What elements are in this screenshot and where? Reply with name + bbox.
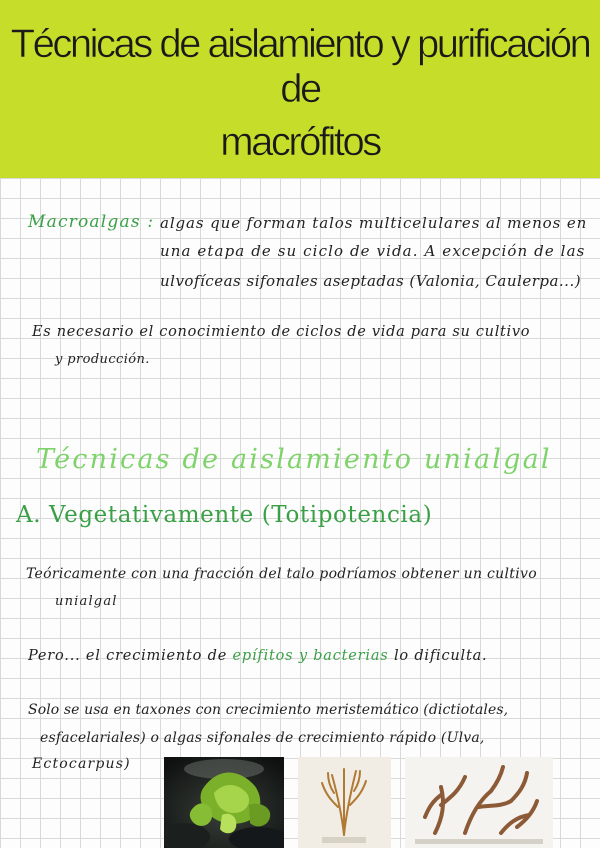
pero-suffix: lo dificulta. [393, 648, 488, 664]
pero-prefix: Pero... el crecimiento de [28, 648, 228, 664]
necesario-line-1: Es necesario el conocimiento de ciclos de vida para su cultivo [32, 324, 531, 340]
brown-algae-herbarium-photo [298, 757, 391, 848]
title-banner [0, 0, 600, 178]
macroalgas-definition-line-3: ulvofíceas sifonales aseptadas (Valonia, Caulerpa...) [160, 272, 582, 290]
pero-highlight: epífitos y bacterias [232, 648, 389, 664]
teorico-line-2: unialgal [55, 594, 118, 609]
teorico-line-1: Teóricamente con una fracción del talo podríamos obtener un cultivo [26, 566, 537, 582]
subsection-title: A. Vegetativamente (Totipotencia) [16, 502, 433, 528]
solo-line-2: esfacelariales) o algas sifonales de crecimiento rápido (Ulva, [40, 730, 485, 746]
solo-line-1: Solo se usa en taxones con crecimiento meristemático (dictiotales, [28, 702, 509, 718]
necesario-line-2: y producción. [55, 352, 150, 367]
solo-line-3: Ectocarpus) [32, 756, 131, 772]
macroalgas-definition-line-2: una etapa de su ciclo de vida. A excepción de las [160, 242, 586, 260]
macroalgas-definition-line-1: algas que forman talos multicelulares al menos en [160, 214, 588, 232]
green-seaweed-photo [164, 757, 284, 848]
pero-line [28, 648, 487, 664]
page-title-line-1: Técnicas de aislamiento y purificación de [10, 22, 590, 111]
macroalgas-term: Macroalgas : [28, 212, 155, 232]
section-title: Técnicas de aislamiento unialgal [36, 444, 552, 475]
page-title-line-2: macrófitos [220, 120, 380, 164]
branched-brown-algae-photo [405, 757, 553, 848]
